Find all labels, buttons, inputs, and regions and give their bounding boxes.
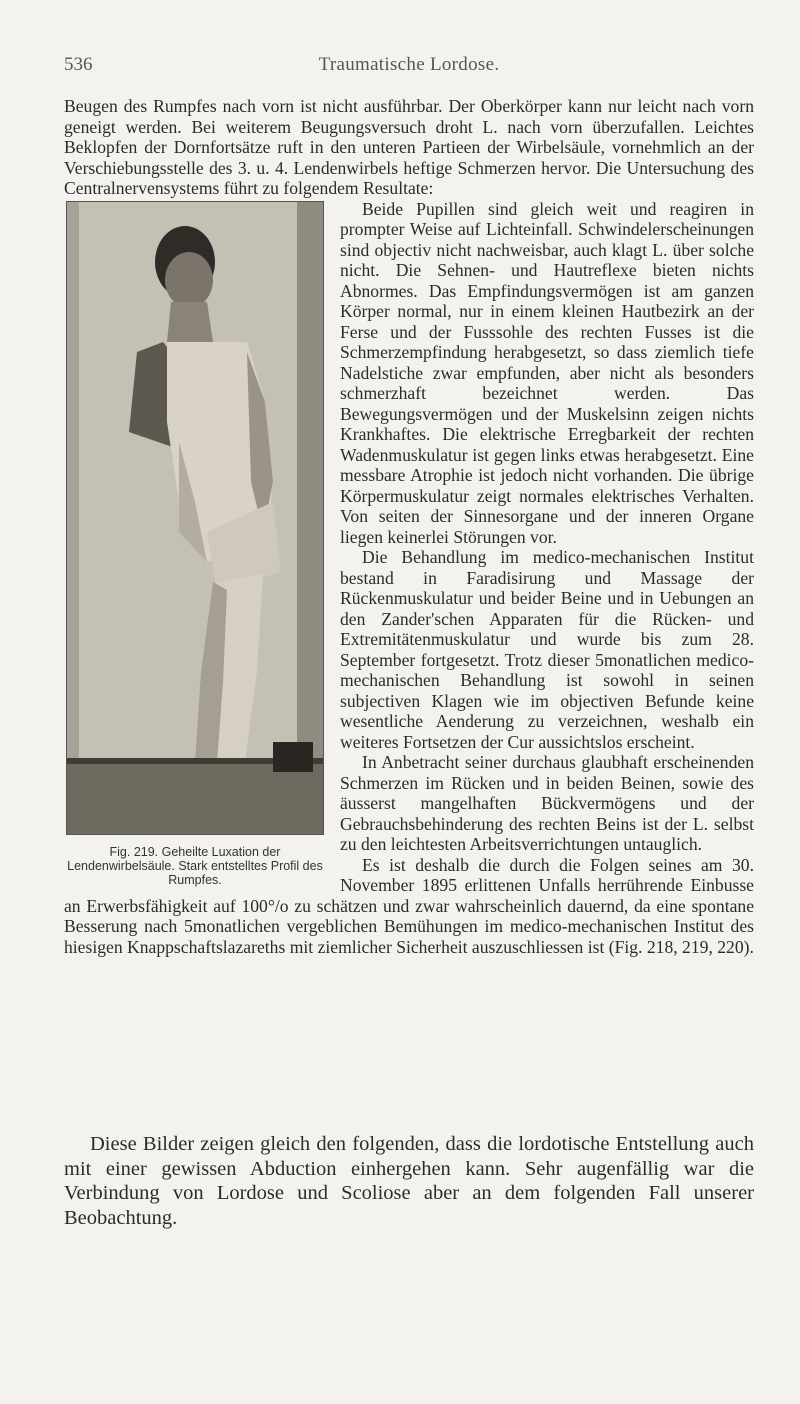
paragraph: In Anbetracht seiner durchaus glaubhaft erscheinenden Schmerzen im Rücken und in beiden Beinen, sowie des äusserst mangelhaften Bückvermögens und der Gebrauchsbehinderung des rechten Beins ist der L. selbst zu den leichtesten Arbeitsverrichtungen untauglich. [340,752,754,854]
figure-caption: Fig. 219. Geheilte Luxation der Lendenwirbelsäule. Stark entstelltes Profil des Rumpfes. [67,844,323,887]
patient-profile-photo [67,202,323,834]
page-number: 536 [64,54,93,75]
page-header [64,54,754,80]
figure-219 [64,201,326,887]
paragraph: Die Behandlung im medico-mechanischen Institut bestand in Faradisirung und Massage der Rückenmuskulatur und beider Beine und in Uebungen an den Zander'schen Apparaten für die Rücken- und Extremitätenmuskulatur und wurde bis zum 28. September fortgesetzt. Trotz dieser 5monatlichen medico-mechanischen Behandlung ist sowohl in seinen subjectiven Klagen wie im objectiven Befunde keine wesentliche Aenderung zu verzeichnen, weshalb ein weiteres Fortsetzen der Cur aussichtslos erscheint. [340,547,754,752]
paragraph: Es ist deshalb die durch die Folgen seines am 30. November 1895 erlittenen Unfalls herrührende Einbusse an Erwerbsfähigkeit auf 100°/o zu schätzen und zwar wahrscheinlich dauernd, da eine spontane Besserung nach 5monatlichen vergeblichen Bemühungen im medico-mechanischen Institut des hiesigen Knappschaftslazareths mit ziemlicher Sicherheit auszuschliessen ist (Fig. 218, 219, 220). [64,854,754,957]
body-text [64,96,754,957]
paragraph: Beugen des Rumpfes nach vorn ist nicht ausführbar. Der Oberkörper kann nur leicht nach vorn geneigt werden. Bei weiterem Beugungsversuch droht L. nach vorn überzufallen. Leichtes Beklopfen der Dornfortsätze ruft in den unteren Partieen der Wirbelsäule, vornehmlich an der Verschiebungsstelle des 3. u. 4. Lendenwirbels heftige Schmerzen hervor. Die Untersuchung des Centralnervensystems führt zu folgendem Resultate: [64,96,754,198]
figure-photo [66,201,324,835]
paragraph: Diese Bilder zeigen gleich den folgenden, dass die lordotische Entstellung auch mit einer gewissen Abduction einhergehen kann. Sehr augenfällig war die Verbindung von Lordose und Scoliose aber an dem folgenden Fall unserer Beobachtung. [64,1133,754,1229]
paragraph: Beide Pupillen sind gleich weit und reagiren in prompter Weise auf Lichteinfall. Schwindelerscheinungen sind objectiv nicht nachweisbar, auch klagt L. über solche nicht. Die Sehnen- und Hautreflexe bieten nichts Abnormes. Das Empfindungsvermögen ist am ganzen Körper normal, nur in einem kleinen Hautbezirk an der Ferse und der Fusssohle des rechten Fusses ist die Schmerzempfindung herabgesetzt, so dass ziemlich tiefe Nadelstiche zwar empfunden, aber nicht als besonders schmerzhaft bezeichnet werden. Das Bewegungsvermögen und der Muskelsinn zeigen nichts Krankhaftes. Die elektrische Erregbarkeit der rechten Wadenmuskulatur ist gegen links etwas herabgesetzt. Eine messbare Atrophie ist jedoch nicht vorhanden. Die übrige Körpermuskulatur zeigt normales elektrisches Verhalten. Von seiten der Sinnesorgane und der inneren Organe liegen keinerlei Störungen vor. [340,198,754,547]
closing-paragraph [64,1132,754,1230]
running-head: Traumatische Lordose. [318,54,500,75]
